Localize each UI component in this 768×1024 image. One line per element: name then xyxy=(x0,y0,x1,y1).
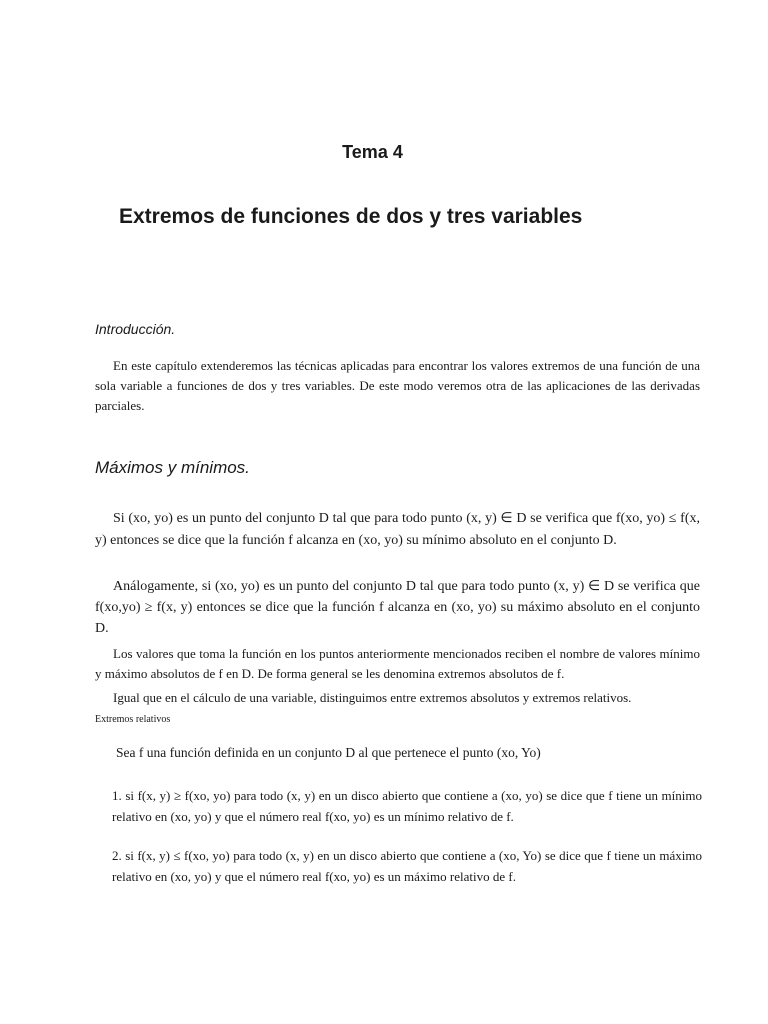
item-minimo-relativo: 1. si f(x, y) ≥ f(xo, yo) para todo (x, y) en un disco abierto que contiene a (xo, yo) se dice que f tiene un mínimo relativo en (xo, yo) y que el número real f(xo, yo) es un mínimo relativo de f. xyxy=(112,788,702,824)
item-maximo-relativo: 2. si f(x, y) ≤ f(xo, yo) para todo (x, y) en un disco abierto que contiene a (xo, Yo) se dice que f tiene un máximo relativo en (xo, yo) y que el número real f(xo, yo) es un máximo relativo de f. xyxy=(112,848,702,884)
intro-heading: Introducción. xyxy=(95,321,176,337)
relative-extremes-label: Extremos relativos xyxy=(95,714,171,725)
igual-paragraph: Igual que en el cálculo de una variable, distinguimos entre extremos absolutos y extremos relativos. xyxy=(113,690,632,705)
chapter-title: Extremos de funciones de dos y tres variables xyxy=(119,205,583,228)
max-absolute-paragraph: Análogamente, si (xo, yo) es un punto del conjunto D tal que para todo punto (x, y) ∈ D se verifica que f(xo,yo) ≥ f(x, y) entonces se dice que la función f alcanza en (xo, yo) su máximo absoluto en el conjunto D. xyxy=(95,579,700,636)
intro-paragraph: En este capítulo extenderemos las técnicas aplicadas para encontrar los valores extremos de una función de una sola variable a funciones de dos y tres variables. De este modo veremos otra de las aplicaciones de las derivadas parciales. xyxy=(95,358,700,413)
min-absolute-paragraph: Si (xo, yo) es un punto del conjunto D tal que para todo punto (x, y) ∈ D se verifica que f(xo, yo) ≤ f(x, y) entonces se dice que la función f alcanza en (xo, yo) su mínimo absoluto en el conjunto D. xyxy=(95,511,700,548)
definition-line: Sea f una función definida en un conjunto D al que pertenece el punto (xo, Yo) xyxy=(116,745,541,760)
chapter-number: Tema 4 xyxy=(342,142,403,162)
maxmin-heading: Máximos y mínimos. xyxy=(95,458,250,477)
valores-paragraph: Los valores que toma la función en los puntos anteriormente mencionados reciben el nombre de valores mínimo y máximo absolutos de f en D. De forma general se les denomina extremos absolutos de f. xyxy=(95,646,700,681)
